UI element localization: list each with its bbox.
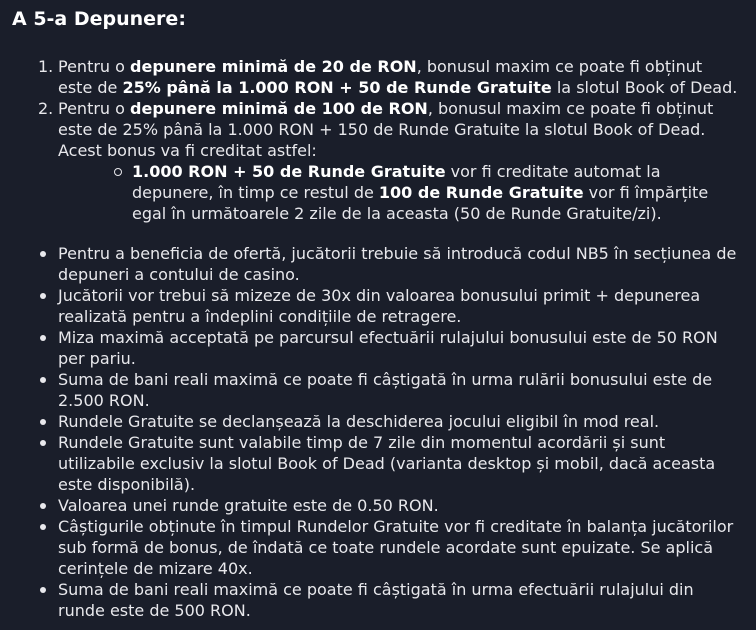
deposit-step-2 bbox=[38, 98, 738, 224]
step-highlight: depunere minimă de 20 de RON bbox=[130, 57, 417, 76]
step-number: 2. bbox=[38, 99, 54, 118]
list-item: Câștigurile obținute în timpul Rundelor Gratuite vor fi creditate în balanța jucătorilor sub formă de bonus, de îndată ce toate rundele acordate sunt epuizate. Se aplică cerințele de mizare 40x. bbox=[40, 516, 740, 579]
section-title: A 5-a Depunere: bbox=[12, 8, 186, 30]
deposit-step-1 bbox=[38, 56, 738, 98]
sub-text: vor fi împărțite egal în următoarele 2 zile de la aceasta (50 de Runde Gratuite/zi). bbox=[132, 183, 709, 223]
list-item: Rundele Gratuite sunt valabile timp de 7 zile din momentul acordării și sunt utilizabile exclusiv la slotul Book of Dead (varianta desktop și mobil, dacă aceasta este disponibilă). bbox=[40, 432, 740, 495]
step-number: 1. bbox=[38, 57, 54, 76]
sub-highlight: 100 de Runde Gratuite bbox=[378, 183, 584, 202]
list-item: Suma de bani reali maximă ce poate fi câștigată în urma efectuării rulajului din runde este de 500 RON. bbox=[40, 579, 740, 621]
list-item: Miza maximă acceptată pe parcursul efectuării rulajului bonusului este de 50 RON per pariu. bbox=[40, 327, 740, 369]
list-item: Rundele Gratuite se declanșează la deschiderea jocului eligibil în mod real. bbox=[40, 411, 740, 432]
list-item: Suma de bani reali maximă ce poate fi câștigată în urma rulării bonusului este de 2.500 RON. bbox=[40, 369, 740, 411]
list-item: Jucătorii vor trebui să mizeze de 30x din valoarea bonusului primit + depunerea realizată pentru a îndeplini condițiile de retragere. bbox=[40, 285, 740, 327]
step-text: , bonusul maxim ce poate fi obținut este de 25% până la 1.000 RON + 150 de Runde Gratuite la slotul Book of Dead. Acest bonus va fi creditat astfel: bbox=[58, 99, 714, 160]
bonus-credit-sublist bbox=[114, 161, 738, 224]
sub-text: vor fi creditate automat la depunere, în timp ce restul de bbox=[132, 162, 661, 202]
terms-list bbox=[40, 243, 740, 621]
step-text: la slotul Book of Dead. bbox=[551, 78, 738, 97]
list-item: Pentru a beneficia de ofertă, jucătorii trebuie să introducă codul NB5 în secțiunea de depuneri a contului de casino. bbox=[40, 243, 740, 285]
step-text: Pentru o bbox=[58, 99, 131, 118]
list-item: Valoarea unei runde gratuite este de 0.50 RON. bbox=[40, 495, 740, 516]
step-highlight: 25% până la 1.000 RON + 50 de Runde Gratuite bbox=[122, 78, 552, 97]
step-text: Pentru o bbox=[58, 57, 131, 76]
step-text: , bonusul maxim ce poate fi obținut este de bbox=[58, 57, 703, 97]
sub-list-item bbox=[114, 161, 738, 224]
step-highlight: depunere minimă de 100 de RON bbox=[130, 99, 428, 118]
sub-highlight: 1.000 RON + 50 de Runde Gratuite bbox=[132, 162, 446, 181]
deposit-steps-list bbox=[38, 56, 738, 224]
